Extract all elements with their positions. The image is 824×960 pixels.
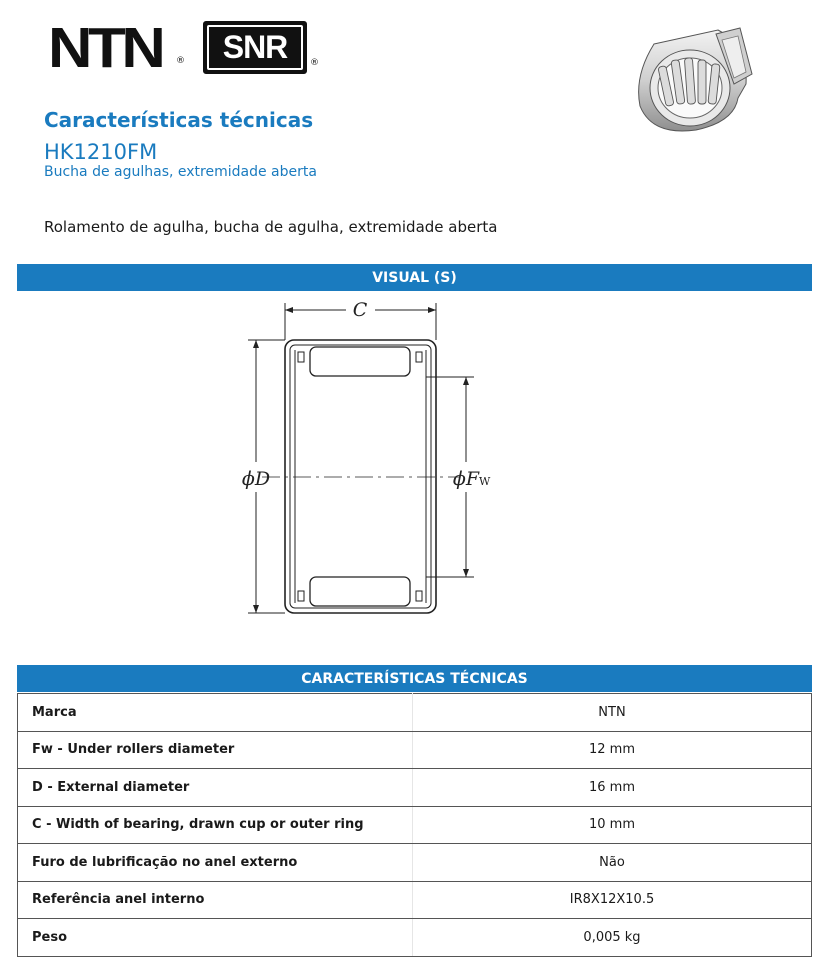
- label-fw-subscript: W: [479, 475, 491, 488]
- visual-section-bar: [17, 264, 812, 291]
- spec-value: NTN: [413, 694, 812, 732]
- table-row: [18, 881, 812, 919]
- product-type: Bucha de agulhas, extremidade aberta: [44, 164, 317, 180]
- label-c: C: [352, 299, 368, 321]
- spec-label: Fw - Under rollers diameter: [18, 731, 413, 769]
- table-row: [18, 694, 812, 732]
- outer-cup: [285, 340, 436, 613]
- snr-logo-text: SNR: [207, 25, 303, 70]
- table-row: [18, 919, 812, 957]
- label-fw: ϕF: [452, 468, 480, 490]
- snr-logo: [203, 21, 307, 74]
- spec-value: 12 mm: [413, 731, 812, 769]
- fw-arrow-top: [463, 377, 469, 385]
- spec-label: Furo de lubrificação no anel externo: [18, 844, 413, 882]
- bearing-product-image: [626, 26, 756, 136]
- table-row: [18, 769, 812, 807]
- c-arrow-right: [428, 307, 436, 313]
- specs-section-bar: [17, 665, 812, 692]
- outer-cup-inner-wall: [290, 345, 431, 608]
- snr-registered-mark: ®: [310, 58, 319, 68]
- c-arrow-left: [285, 307, 293, 313]
- spec-label: Peso: [18, 919, 413, 957]
- spec-value: IR8X12X10.5: [413, 881, 812, 919]
- roller-bottom: [310, 577, 410, 606]
- spec-value: Não: [413, 844, 812, 882]
- d-arrow-top: [253, 340, 259, 348]
- ntn-registered-mark: ®: [176, 56, 185, 66]
- specs-section-title: CARACTERÍSTICAS TÉCNICAS: [301, 670, 528, 687]
- spec-value: 10 mm: [413, 806, 812, 844]
- fw-arrow-bottom: [463, 569, 469, 577]
- product-description: Rolamento de agulha, bucha de agulha, extremidade aberta: [44, 218, 498, 236]
- label-d: ϕD: [241, 468, 271, 490]
- spec-label: D - External diameter: [18, 769, 413, 807]
- spec-label: C - Width of bearing, drawn cup or outer ring: [18, 806, 413, 844]
- page-title: Características técnicas: [44, 108, 314, 132]
- spec-value: 16 mm: [413, 769, 812, 807]
- product-code: HK1210FM: [44, 140, 158, 164]
- spec-value: 0,005 kg: [413, 919, 812, 957]
- table-row: [18, 806, 812, 844]
- table-row: [18, 731, 812, 769]
- visual-section-title: VISUAL (S): [372, 269, 457, 286]
- technical-drawing: [230, 293, 510, 623]
- ntn-logo: NTN: [48, 16, 162, 80]
- spec-label: Marca: [18, 694, 413, 732]
- specs-table: [17, 693, 812, 957]
- roller-top: [310, 347, 410, 376]
- spec-label: Referência anel interno: [18, 881, 413, 919]
- table-row: [18, 844, 812, 882]
- d-arrow-bottom: [253, 605, 259, 613]
